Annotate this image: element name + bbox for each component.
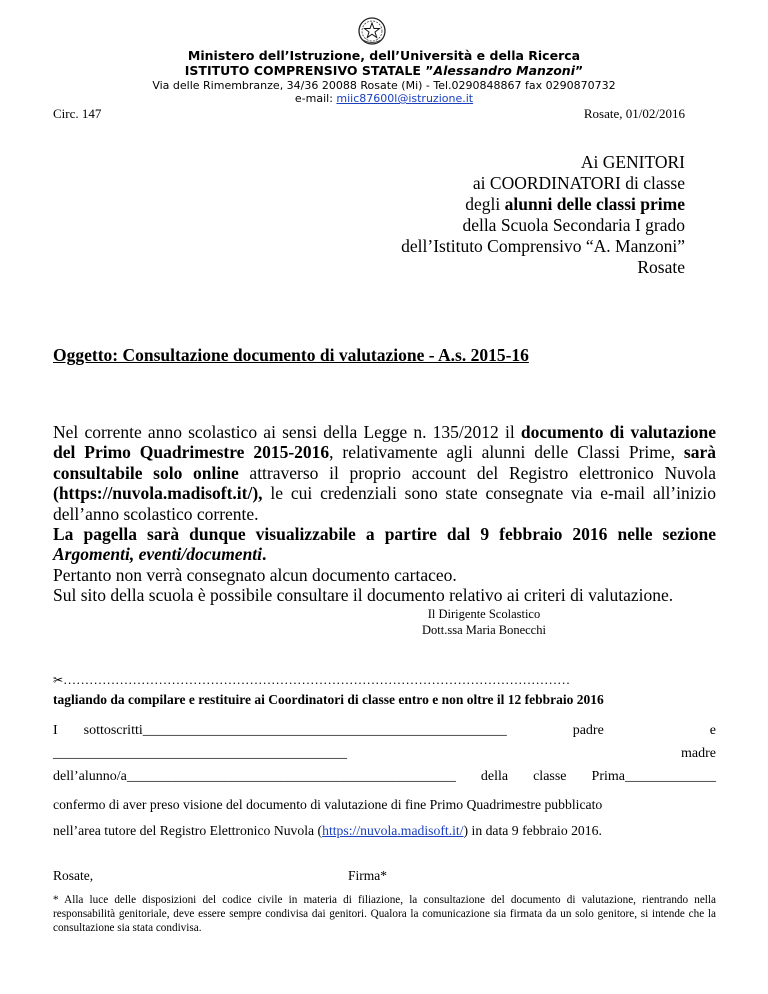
recipient-line: dell’Istituto Comprensivo “A. Manzoni” [401,236,685,256]
form-confirm-2: nell’area tutore del Registro Elettronico Nuvola (https://nuvola.madisoft.it/) in data 9 febbraio 2016. [53,823,602,838]
firma-label: Firma* [348,868,387,883]
letter-body [53,422,716,606]
form-row-mother: __________________________________________ madre [53,746,716,761]
place-label: Rosate, [53,868,94,883]
recipient-line: ai COORDINATORI di classe [472,173,685,193]
cut-instructions: tagliando da compilare e restituire ai Coordinatori di classe entro e non oltre il 12 febbraio 2016 [53,692,604,707]
signature-block [0,606,768,638]
signature-role: Il Dirigente Scolastico [427,607,541,621]
body-paragraph: Sul sito della scuola è possibile consultare il documento relativo ai criteri di valutazione. [53,585,674,606]
signature-name: Dott.ssa Maria Bonecchi [422,623,546,637]
institute-name: ISTITUTO COMPRENSIVO STATALE ”Alessandro Manzoni” [184,63,584,78]
form-row-parents: I sottoscritti____________________________________________________ padre e [53,723,716,738]
institute-address: Via delle Rimembranze, 34/36 20088 Rosate (Mi) - Tel.0290848867 fax 0290870732 [152,79,616,92]
recipient-line: Ai GENITORI [580,152,685,172]
email-link[interactable]: miic87600l@istruzione.it [336,92,474,105]
republic-emblem-icon [357,16,387,46]
sottoscritti-field[interactable]: sottoscritti____________________________________________________ [83,723,507,738]
ministry-title: Ministero dell’Istruzione, dell’Università e della Ricerca [187,48,581,63]
recipient-line: degli alunni delle classi prime [465,194,685,214]
recipient-line: della Scuola Secondaria I grado [462,215,685,235]
institute-email: e-mail: miic87600l@istruzione.it [294,92,474,105]
footnote: * Alla luce delle disposizioni del codice civile in materia di filiazione, la consultazione del documento di valutazione, rientrando nella responsabilità genitoriale, deve essere sempre condivisa dai genitori. Qualora la comunicazione sia firmata da un solo genitore, si intende che la consultazione sia stata condivisa. [53,894,716,934]
recipients-block [401,152,685,278]
form-confirm-1: confermo di aver preso visione del documento di valutazione di fine Primo Quadrimestre pubblicato [53,797,603,812]
nuvola-link[interactable]: https://nuvola.madisoft.it/ [322,823,464,838]
body-paragraph: La pagella sarà dunque visualizzabile a partire dal 9 febbraio 2016 nelle sezione Argomenti, eventi/documenti. [53,524,716,565]
document-date: Rosate, 01/02/2016 [583,106,685,121]
form-row-student: dell’alunno/a_______________________________________________ della classe Prima_____________ [53,769,716,784]
class-field[interactable]: Prima_____________ [591,769,716,784]
scissors-icon: ✂ [53,673,64,687]
circular-number: Circ. 147 [53,106,102,121]
madre-field[interactable]: __________________________________________ [53,746,347,761]
body-paragraph: Nel corrente anno scolastico ai sensi della Legge n. 135/2012 il documento di valutazione del Primo Quadrimestre 2015-2016, relativamente agli alunni delle Classi Prime, sarà consultabile solo online attraverso il proprio account del Registro elettronico Nuvola (https://nuvola.madisoft.it/), le cui credenziali sono state consegnate via e-mail all’inizio dell’anno scolastico corrente. [53,422,716,524]
recipient-line: Rosate [637,257,685,277]
alunno-field[interactable]: dell’alunno/a_______________________________________________ [53,769,456,784]
cut-line: ✂……………………………………………………………………………………………………… [53,672,571,687]
subject-line: Oggetto: Consultazione documento di valutazione - A.s. 2015-16 [53,345,529,365]
body-paragraph: Pertanto non verrà consegnato alcun documento cartaceo. [53,564,457,585]
